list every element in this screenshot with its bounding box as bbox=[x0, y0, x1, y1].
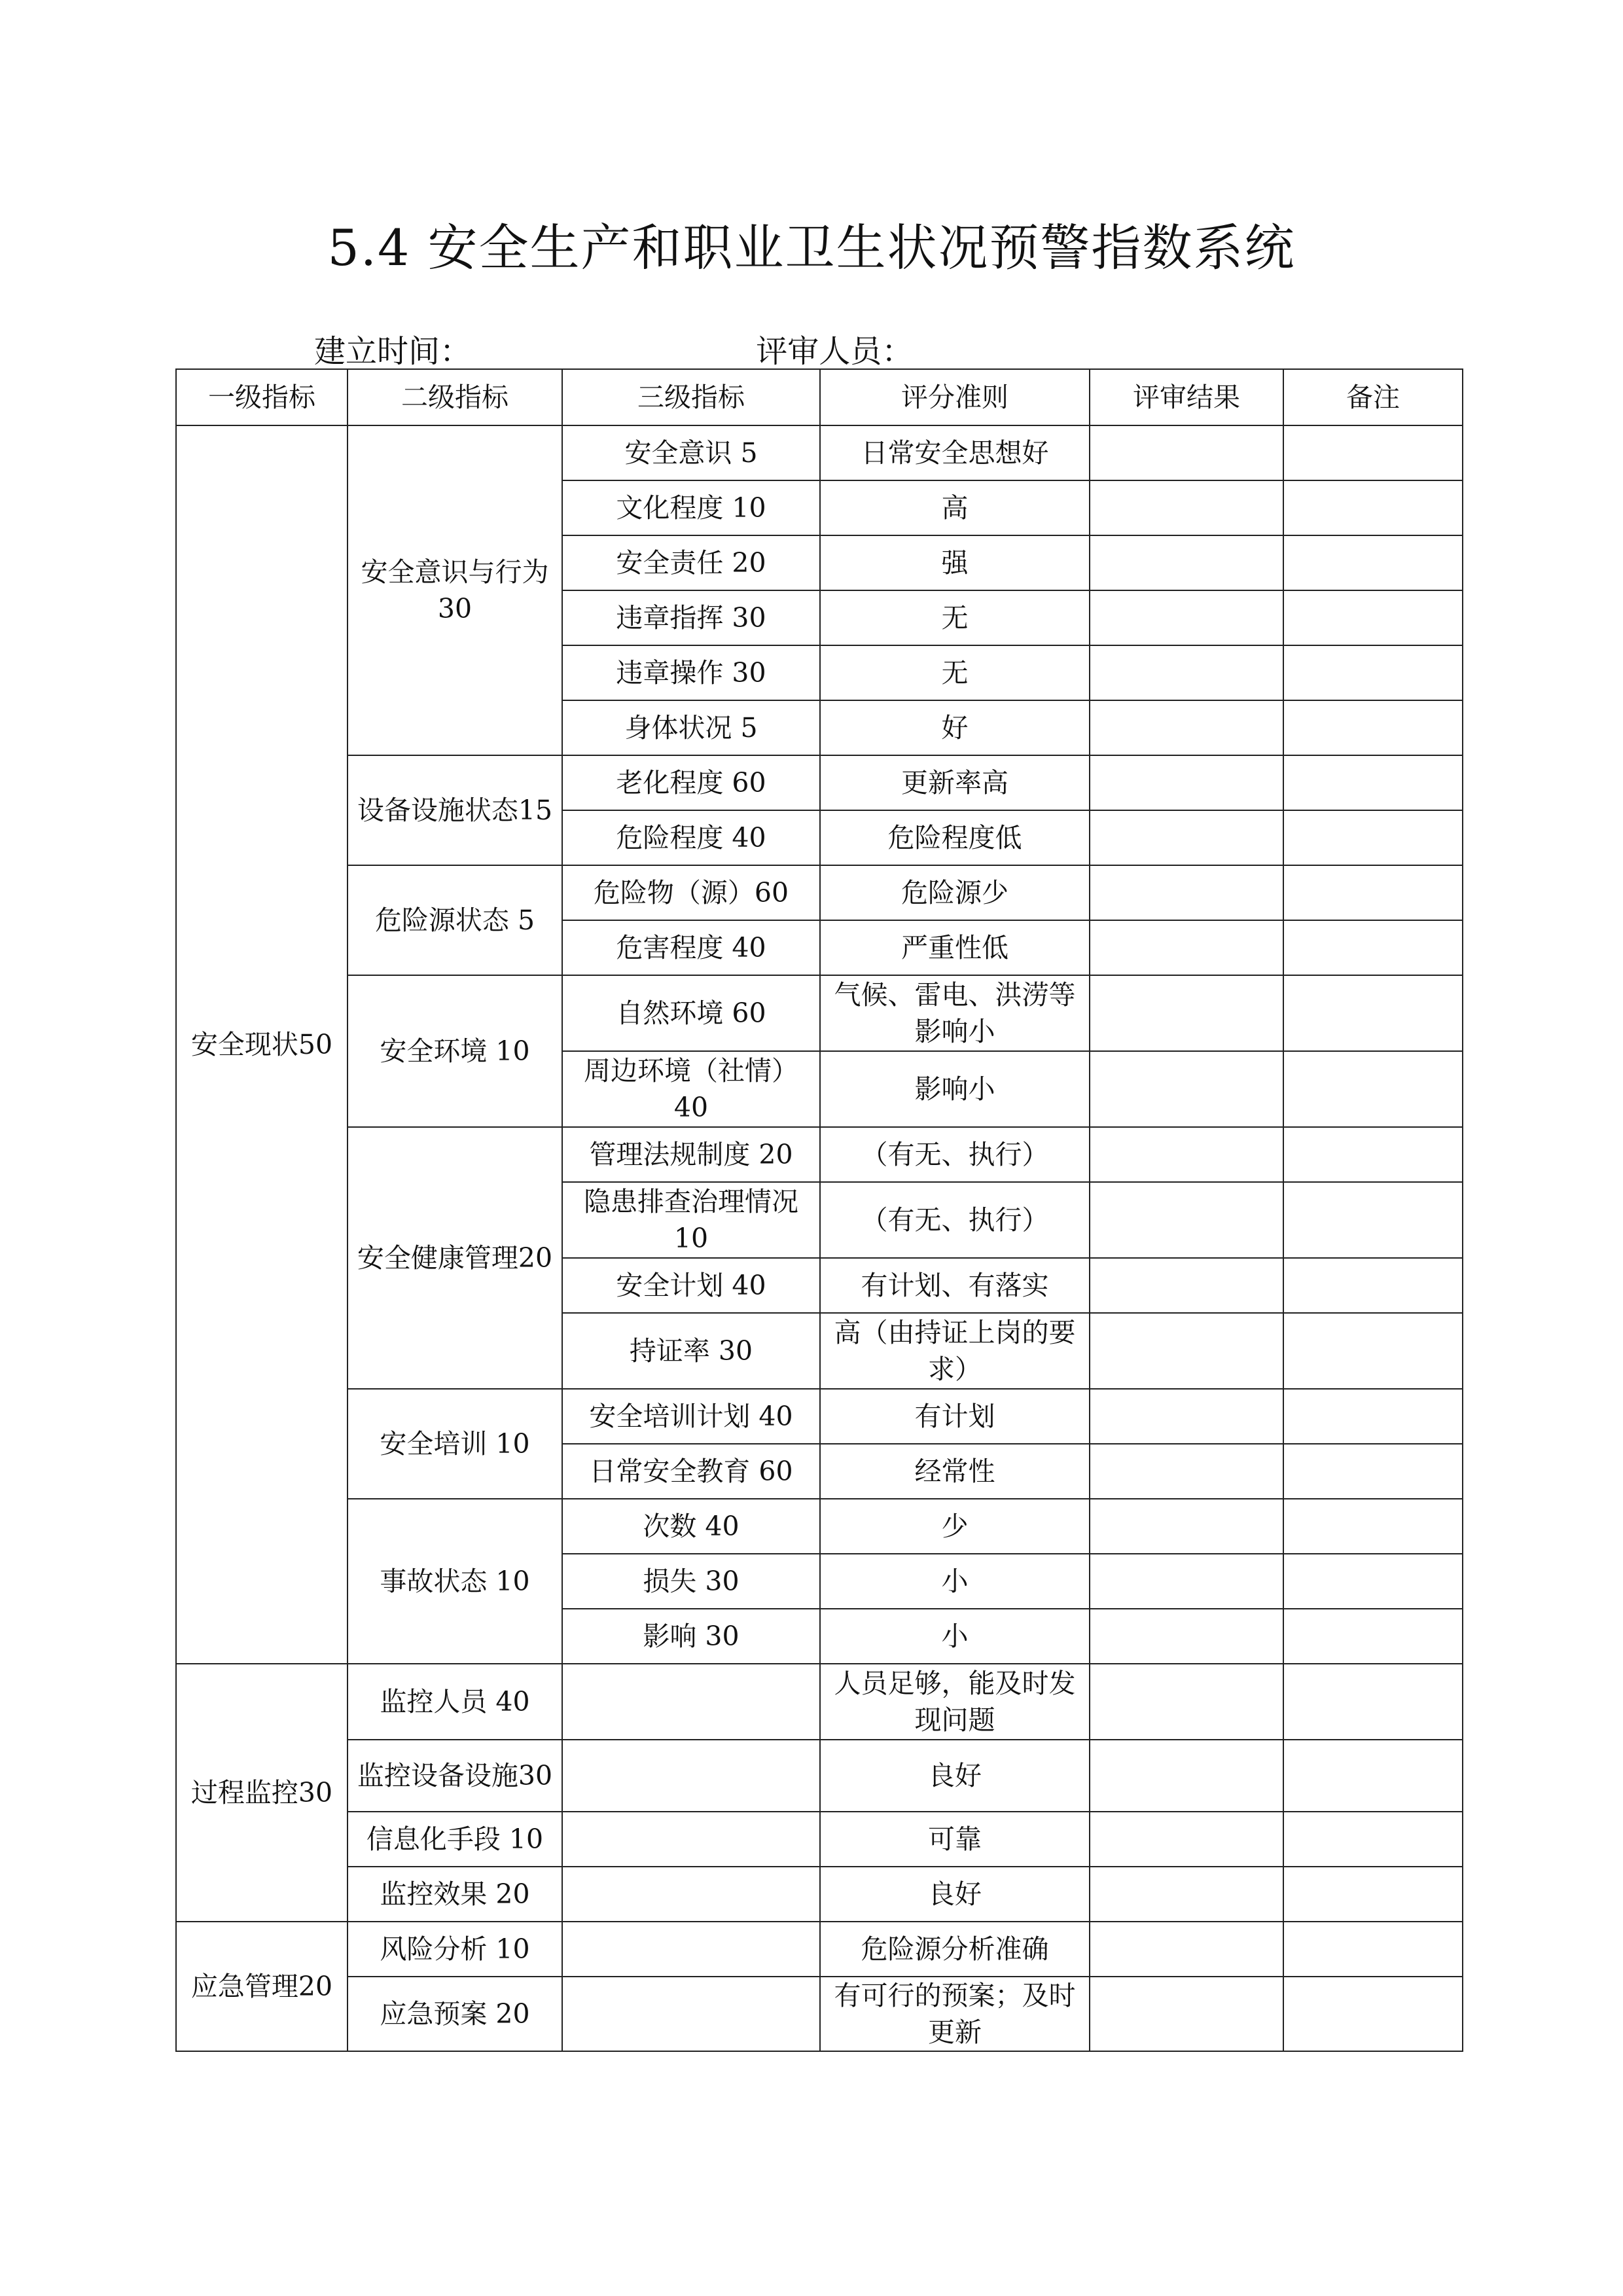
level2-cell: 安全健康管理20 bbox=[348, 1127, 562, 1389]
result-cell[interactable] bbox=[1090, 755, 1283, 810]
level1-cell: 过程监控30 bbox=[176, 1664, 348, 1922]
level3-cell bbox=[562, 1740, 820, 1812]
level2-cell: 安全培训 10 bbox=[348, 1389, 562, 1499]
header-criteria: 评分准则 bbox=[820, 369, 1090, 425]
remark-cell[interactable] bbox=[1283, 535, 1463, 590]
criteria-cell: 人员足够，能及时发现问题 bbox=[820, 1664, 1090, 1740]
level3-cell: 违章操作 30 bbox=[562, 645, 820, 700]
criteria-cell: 影响小 bbox=[820, 1051, 1090, 1127]
result-cell[interactable] bbox=[1090, 535, 1283, 590]
level3-cell: 安全计划 40 bbox=[562, 1258, 820, 1313]
table-row bbox=[176, 1977, 1463, 2051]
result-cell[interactable] bbox=[1090, 975, 1283, 1051]
criteria-cell: 高 bbox=[820, 480, 1090, 535]
result-cell[interactable] bbox=[1090, 1977, 1283, 2051]
criteria-cell: 有可行的预案；及时更新 bbox=[820, 1977, 1090, 2051]
level3-cell bbox=[562, 1867, 820, 1922]
form-meta bbox=[314, 326, 913, 371]
criteria-cell: 小 bbox=[820, 1554, 1090, 1609]
remark-cell[interactable] bbox=[1283, 1258, 1463, 1313]
criteria-cell: 日常安全思想好 bbox=[820, 425, 1090, 480]
remark-cell[interactable] bbox=[1283, 1922, 1463, 1977]
level2-cell: 应急预案 20 bbox=[348, 1977, 562, 2051]
level3-cell: 身体状况 5 bbox=[562, 700, 820, 755]
level2-cell: 危险源状态 5 bbox=[348, 865, 562, 975]
table-row bbox=[176, 1740, 1463, 1812]
table-row bbox=[176, 1922, 1463, 1977]
result-cell[interactable] bbox=[1090, 1313, 1283, 1389]
result-cell[interactable] bbox=[1090, 1922, 1283, 1977]
criteria-cell: 小 bbox=[820, 1609, 1090, 1664]
criteria-cell: 无 bbox=[820, 645, 1090, 700]
level3-cell: 老化程度 60 bbox=[562, 755, 820, 810]
criteria-cell: 危险源少 bbox=[820, 865, 1090, 920]
remark-cell[interactable] bbox=[1283, 480, 1463, 535]
header-level3: 三级指标 bbox=[562, 369, 820, 425]
criteria-cell: 少 bbox=[820, 1499, 1090, 1554]
criteria-cell: 有计划、有落实 bbox=[820, 1258, 1090, 1313]
result-cell[interactable] bbox=[1090, 1499, 1283, 1554]
remark-cell[interactable] bbox=[1283, 1127, 1463, 1182]
result-cell[interactable] bbox=[1090, 1258, 1283, 1313]
result-cell[interactable] bbox=[1090, 1554, 1283, 1609]
result-cell[interactable] bbox=[1090, 1051, 1283, 1127]
criteria-cell: 强 bbox=[820, 535, 1090, 590]
result-cell[interactable] bbox=[1090, 810, 1283, 865]
level3-cell bbox=[562, 1812, 820, 1867]
remark-cell[interactable] bbox=[1283, 1313, 1463, 1389]
level3-cell: 次数 40 bbox=[562, 1499, 820, 1554]
table-row bbox=[176, 425, 1463, 480]
criteria-cell: 无 bbox=[820, 590, 1090, 645]
criteria-cell: 严重性低 bbox=[820, 920, 1090, 975]
criteria-cell: 更新率高 bbox=[820, 755, 1090, 810]
result-cell[interactable] bbox=[1090, 920, 1283, 975]
level3-cell: 危害程度 40 bbox=[562, 920, 820, 975]
criteria-cell: （有无、执行） bbox=[820, 1127, 1090, 1182]
remark-cell[interactable] bbox=[1283, 975, 1463, 1051]
remark-cell[interactable] bbox=[1283, 810, 1463, 865]
result-cell[interactable] bbox=[1090, 1812, 1283, 1867]
header-level1: 一级指标 bbox=[176, 369, 348, 425]
criteria-cell: 良好 bbox=[820, 1867, 1090, 1922]
result-cell[interactable] bbox=[1090, 480, 1283, 535]
result-cell[interactable] bbox=[1090, 700, 1283, 755]
level2-cell: 信息化手段 10 bbox=[348, 1812, 562, 1867]
criteria-cell: 良好 bbox=[820, 1740, 1090, 1812]
level3-cell bbox=[562, 1664, 820, 1740]
result-cell[interactable] bbox=[1090, 1740, 1283, 1812]
result-cell[interactable] bbox=[1090, 1127, 1283, 1182]
header-level2: 二级指标 bbox=[348, 369, 562, 425]
criteria-cell: 气候、雷电、洪涝等影响小 bbox=[820, 975, 1090, 1051]
level1-cell: 安全现状50 bbox=[176, 425, 348, 1664]
remark-cell[interactable] bbox=[1283, 1499, 1463, 1554]
level2-cell: 监控人员 40 bbox=[348, 1664, 562, 1740]
header-remark: 备注 bbox=[1283, 369, 1463, 425]
level3-cell: 影响 30 bbox=[562, 1609, 820, 1664]
page-title: 5.4 安全生产和职业卫生状况预警指数系统 bbox=[327, 219, 1296, 277]
result-cell[interactable] bbox=[1090, 1609, 1283, 1664]
level3-cell bbox=[562, 1922, 820, 1977]
result-cell[interactable] bbox=[1090, 590, 1283, 645]
level2-cell: 事故状态 10 bbox=[348, 1499, 562, 1664]
result-cell[interactable] bbox=[1090, 425, 1283, 480]
criteria-cell: 有计划 bbox=[820, 1389, 1090, 1444]
level2-cell: 监控效果 20 bbox=[348, 1867, 562, 1922]
remark-cell[interactable] bbox=[1283, 645, 1463, 700]
result-cell[interactable] bbox=[1090, 645, 1283, 700]
level3-cell: 周边环境（社情）40 bbox=[562, 1051, 820, 1127]
remark-cell[interactable] bbox=[1283, 1182, 1463, 1258]
criteria-cell: 高（由持证上岗的要求） bbox=[820, 1313, 1090, 1389]
table-row bbox=[176, 1664, 1463, 1740]
table-header-row bbox=[176, 369, 1463, 425]
indicator-table bbox=[175, 368, 1463, 2052]
criteria-cell: 好 bbox=[820, 700, 1090, 755]
header-result: 评审结果 bbox=[1090, 369, 1283, 425]
result-cell[interactable] bbox=[1090, 1664, 1283, 1740]
level3-cell: 管理法规制度 20 bbox=[562, 1127, 820, 1182]
remark-cell[interactable] bbox=[1283, 1867, 1463, 1922]
table-row bbox=[176, 1867, 1463, 1922]
remark-cell[interactable] bbox=[1283, 1664, 1463, 1740]
remark-cell[interactable] bbox=[1283, 1051, 1463, 1127]
criteria-cell: （有无、执行） bbox=[820, 1182, 1090, 1258]
result-cell[interactable] bbox=[1090, 1444, 1283, 1499]
level2-cell: 监控设备设施30 bbox=[348, 1740, 562, 1812]
criteria-cell: 危险源分析准确 bbox=[820, 1922, 1090, 1977]
result-cell[interactable] bbox=[1090, 865, 1283, 920]
result-cell[interactable] bbox=[1090, 1389, 1283, 1444]
level3-cell: 安全责任 20 bbox=[562, 535, 820, 590]
criteria-cell: 危险程度低 bbox=[820, 810, 1090, 865]
table-row bbox=[176, 1499, 1463, 1554]
table-row bbox=[176, 865, 1463, 920]
remark-cell[interactable] bbox=[1283, 755, 1463, 810]
level1-cell: 应急管理20 bbox=[176, 1922, 348, 2051]
remark-cell[interactable] bbox=[1283, 920, 1463, 975]
table-row bbox=[176, 1127, 1463, 1182]
level3-cell: 危险程度 40 bbox=[562, 810, 820, 865]
remark-cell[interactable] bbox=[1283, 1554, 1463, 1609]
table-row bbox=[176, 1812, 1463, 1867]
level2-cell: 安全意识与行为30 bbox=[348, 425, 562, 755]
result-cell[interactable] bbox=[1090, 1182, 1283, 1258]
remark-cell[interactable] bbox=[1283, 425, 1463, 480]
criteria-cell: 可靠 bbox=[820, 1812, 1090, 1867]
result-cell[interactable] bbox=[1090, 1867, 1283, 1922]
level3-cell: 日常安全教育 60 bbox=[562, 1444, 820, 1499]
remark-cell[interactable] bbox=[1283, 1389, 1463, 1444]
remark-cell[interactable] bbox=[1283, 1740, 1463, 1812]
remark-cell[interactable] bbox=[1283, 590, 1463, 645]
level3-cell: 隐患排查治理情况 10 bbox=[562, 1182, 820, 1258]
remark-cell[interactable] bbox=[1283, 1609, 1463, 1664]
level3-cell: 安全意识 5 bbox=[562, 425, 820, 480]
level3-cell: 安全培训计划 40 bbox=[562, 1389, 820, 1444]
table-row bbox=[176, 975, 1463, 1051]
level3-cell: 持证率 30 bbox=[562, 1313, 820, 1389]
remark-cell[interactable] bbox=[1283, 700, 1463, 755]
level3-cell: 损失 30 bbox=[562, 1554, 820, 1609]
table-body bbox=[176, 425, 1463, 2051]
level2-cell: 安全环境 10 bbox=[348, 975, 562, 1127]
remark-cell[interactable] bbox=[1283, 1444, 1463, 1499]
level3-cell bbox=[562, 1977, 820, 2051]
reviewer-label: 评审人员： bbox=[756, 333, 914, 370]
level2-cell: 风险分析 10 bbox=[348, 1922, 562, 1977]
level3-cell: 文化程度 10 bbox=[562, 480, 820, 535]
table-row bbox=[176, 1389, 1463, 1444]
level3-cell: 危险物（源）60 bbox=[562, 865, 820, 920]
level2-cell: 设备设施状态15 bbox=[348, 755, 562, 865]
level3-cell: 违章指挥 30 bbox=[562, 590, 820, 645]
remark-cell[interactable] bbox=[1283, 865, 1463, 920]
criteria-cell: 经常性 bbox=[820, 1444, 1090, 1499]
table-row bbox=[176, 755, 1463, 810]
remark-cell[interactable] bbox=[1283, 1977, 1463, 2051]
build-time-label: 建立时间： bbox=[314, 333, 472, 370]
level3-cell: 自然环境 60 bbox=[562, 975, 820, 1051]
remark-cell[interactable] bbox=[1283, 1812, 1463, 1867]
